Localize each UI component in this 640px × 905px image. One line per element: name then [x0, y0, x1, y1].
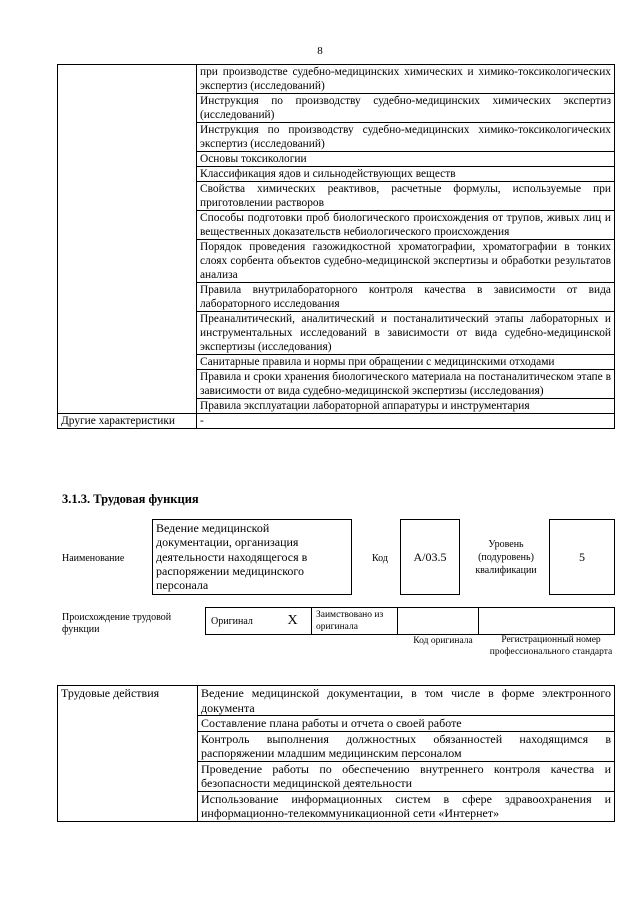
actions-table [57, 685, 615, 822]
actions-label: Трудовые действия [58, 686, 198, 822]
borrowed-label: Заимствовано из оригинала [311, 607, 398, 635]
code-label: Код [372, 553, 388, 564]
other-characteristics-value: - [197, 414, 615, 429]
knowledge-item: Инструкция по производству судебно-медицинских химических экспертиз (исследований) [197, 94, 615, 123]
original-code-cell [397, 607, 479, 635]
origin-label: Происхождение трудовой функции [62, 612, 172, 635]
code-box: A/03.5 [400, 519, 460, 595]
knowledge-item: Порядок проведения газожидкостной хроматографии, хроматографии в тонких слоях сорбента объектов судебно-медицинской экспертизы и обработки результатов анализа [197, 240, 615, 283]
function-name-box: Ведение медицинской документации, организация деятельности находящегося в распоряжении медицинского персонала [152, 519, 352, 595]
knowledge-item: Преаналитический, аналитический и постаналитический этапы лабораторных и инструментальных исследований в зависимости от вида судебно-медицинской экспертизы (исследования) [197, 312, 615, 355]
knowledge-item: Санитарные правила и нормы при обращении с медицинскими отходами [197, 355, 615, 370]
knowledge-item: Свойства химических реактивов, расчетные формулы, используемые при приготовлении растворов [197, 182, 615, 211]
original-mark: X [274, 607, 312, 635]
original-label: Оригинал [205, 607, 275, 635]
page-number: 8 [317, 45, 323, 57]
qualification-level-label: Уровень (подуровень) квалификации [475, 539, 537, 576]
action-item: Контроль выполнения должностных обязанностей находящимся в распоряжении младшим медицинским персоналом [198, 731, 615, 761]
action-item: Использование информационных систем в сфере здравоохранения и информационно-телекоммуникационной сети «Интернет» [198, 791, 615, 821]
knowledge-item: Способы подготовки проб биологического происхождения от трупов, живых лиц и вещественных доказательств небиологического происхождения [197, 211, 615, 240]
knowledge-item: Классификация ядов и сильнодействующих веществ [197, 167, 615, 182]
knowledge-item: Инструкция по производству судебно-медицинских химико-токсикологических экспертиз (исследований) [197, 123, 615, 152]
other-characteristics-label: Другие характеристики [58, 414, 197, 429]
knowledge-item: при производстве судебно-медицинских химических и химико-токсикологических экспертиз (исследований) [197, 65, 615, 94]
knowledge-item: Правила и сроки хранения биологического материала на постаналитическом этапе в зависимости от вида судебно-медицинской экспертизы (исследования) [197, 370, 615, 399]
name-label: Наименование [62, 553, 125, 564]
qualification-level-box: 5 [549, 519, 615, 595]
action-item: Проведение работы по обеспечению внутреннего контроля качества и безопасности медицинской деятельности [198, 761, 615, 791]
knowledge-item: Правила внутрилабораторного контроля качества в зависимости от вида лабораторного исследования [197, 283, 615, 312]
original-code-caption: Код оригинала [413, 636, 473, 646]
reg-number-cell [478, 607, 615, 635]
origin-row [205, 607, 616, 635]
knowledge-table [57, 64, 615, 429]
knowledge-item: Правила эксплуатации лабораторной аппаратуры и инструментария [197, 399, 615, 414]
knowledge-label-cell [58, 65, 197, 414]
knowledge-item: Основы токсикологии [197, 152, 615, 167]
action-item: Ведение медицинской документации, в том числе в форме электронного документа [198, 686, 615, 716]
reg-number-caption: Регистрационный номер профессионального стандарта [489, 635, 613, 657]
section-title: 3.1.3. Трудовая функция [62, 492, 199, 506]
action-item: Составление плана работы и отчета о своей работе [198, 716, 615, 732]
